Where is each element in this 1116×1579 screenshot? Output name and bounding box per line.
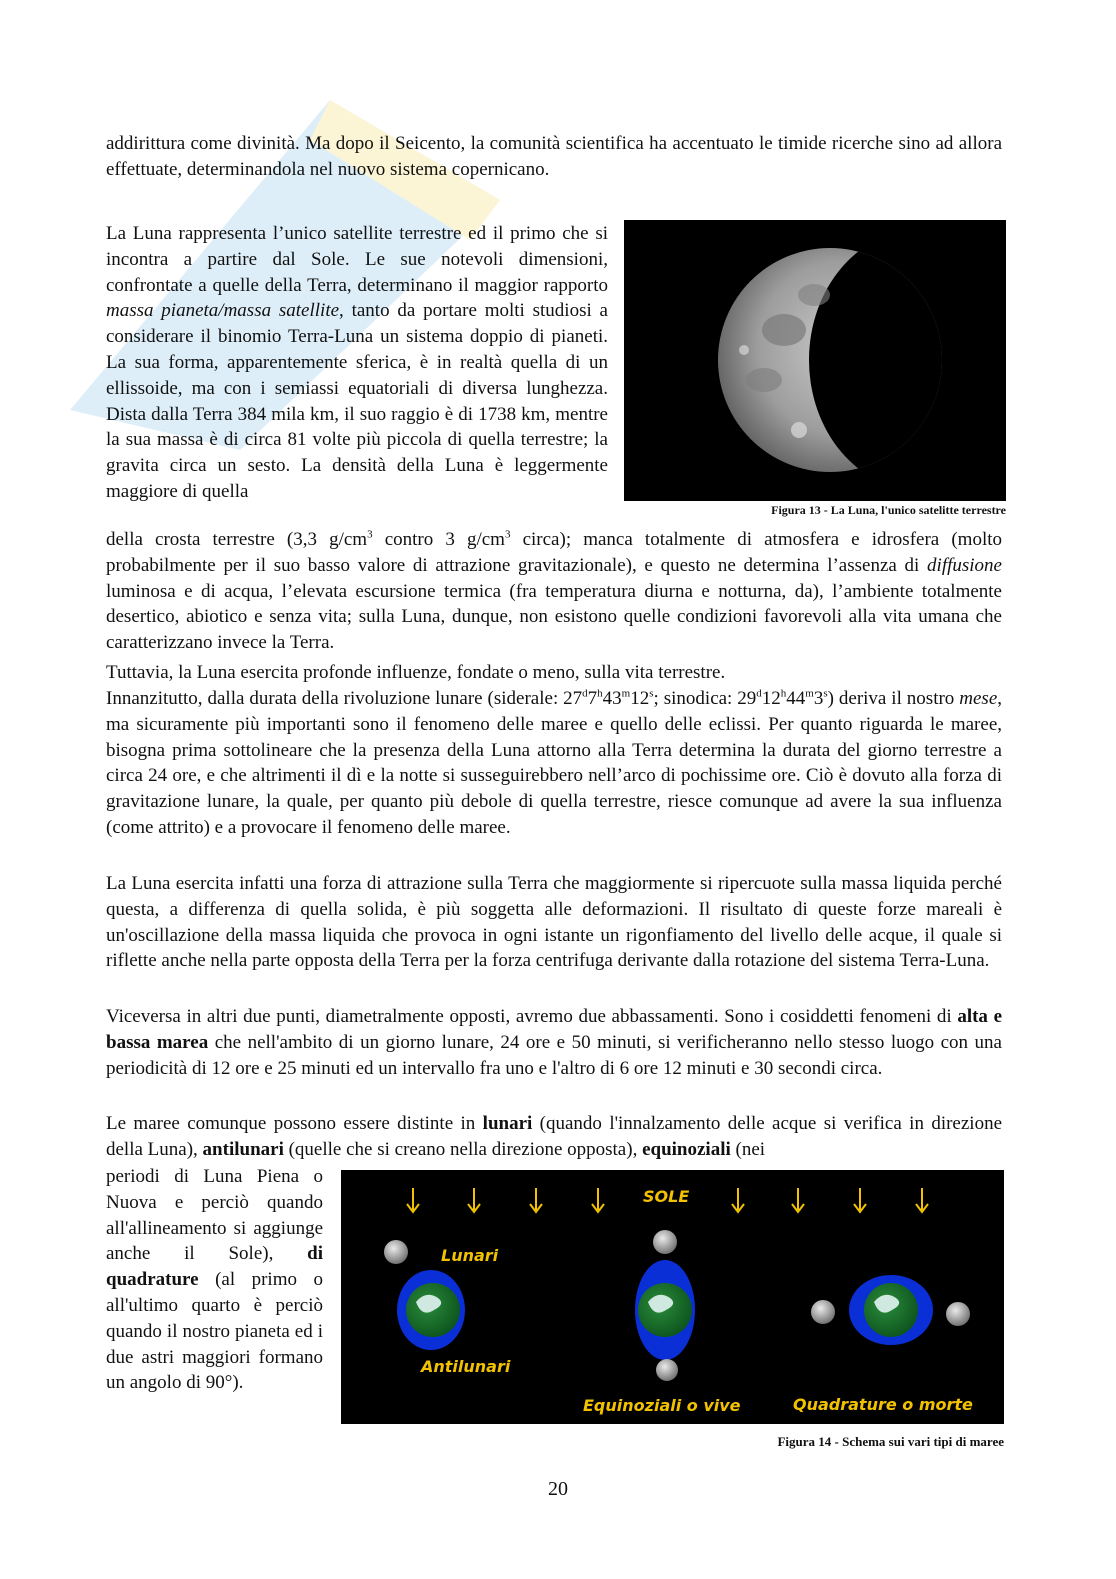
moon-image [624,220,1006,501]
moon-icon [946,1302,970,1326]
antilunari-label: Antilunari [421,1357,511,1376]
moon-icon [384,1240,408,1264]
paragraph-density: della crosta terrestre (3,3 $g/cm^3$ contro 3 $g/cm^3$ circa); manca totalmente di atmosfera e idrosfera (molto probabilmente per il suo basso valore di attrazione gravitazionale), e questo ne determina l’assenza di diffusione luminosa e di acqua, l’elevata escursione termica (fra temperatura diurna e notturna, da), l’ambiente totalmente desertico, abiotico e senza vita; sulla Luna, dunque, non esistono quelle condizioni favorevoli alla vita umana che caratterizzano invece la Terra. [106,528,1003,654]
tides-diagram [341,1170,1004,1424]
moon-icon [811,1300,835,1324]
lunari-label: Lunari [441,1246,499,1265]
paragraph-influences: Tuttavia, la Luna esercita profonde influenze, fondate o meno, sulla vita terrestre. [106,662,726,683]
paragraph-tide-types: Le maree comunque possono essere distinte in lunari (quando l'innalzamento delle acque si verifica in direzione della Luna), antilunari (quelle che si creano nella direzione opposta), equinoziali (nei [106,1113,1003,1160]
paragraph-attraction: La Luna esercita infatti una forza di attrazione sulla Terra che maggiormente si ripercuote sulla massa liquida perché questa, a differenza di quella solida, è più soggetta alle deformazioni. Il risultato di queste forze mareali è un'oscillazione della massa liquida che provoca in ogni istante un rigonfiamento del livello delle acque, il quale si riflette anche nella parte opposta della Terra per la forza centrifuga derivante dalla rotazione del sistema Terra-Luna. [106,873,1002,972]
moon-paragraph: La Luna rappresenta l’unico satellite terrestre ed il primo che si incontra a partire dal Sole. Le sue notevoli dimensioni, confrontate a quelle della Terra, determinano il maggior rapporto massa pianeta/massa satellite, tanto da portare molti studiosi a considerare il binomio Terra-Luna un sistema doppio di pianeti. La sua forma, apparentemente sferica, è in realtà quella di un ellissoide, ma con i semiassi equatoriali di diversa lunghezza. Dista dalla Terra 384 mila km, il suo raggio è di 1738 km, mentre la sua massa è di circa 81 volte più piccola di quella terrestre; la gravita circa un sesto. La densità della Luna è leggermente maggiore di quella [106,223,608,502]
intro-paragraph: addirittura come divinità. Ma dopo il Seicento, la comunità scientifica ha accentuato le timide ricerche sino ad allora effettuate, determinandola nel nuovo sistema copernicano. [106,133,1002,180]
moon-icon [653,1230,677,1254]
quadrature-label: Quadrature o morte [793,1395,973,1414]
paragraph-revolution: Innanzitutto, dalla durata della rivoluzione lunare (siderale: 27$^d$7$^h$43$^m$12$^s$; sinodica: 29$^d$12$^h$44$^m$3$^s$) deriva il nostro mese, ma sicuramente più importanti sono il fenomeno delle maree e quello delle eclissi. Per quanto riguarda le maree, bisogna prima sottolineare che la presenza della Luna attorno alla Terra determina la durata del giorno terrestre a circa 24 ore, e che altrimenti il dì e la notte si susseguirebbero nell’arco di pochissime ore. Ciò è dovuto alla forza di gravitazione lunare, la quale, per quanto più debole di quella terrestre, riesce comunque ad avere la sua influenza (come attrito) e a provocare il fenomeno delle maree. [106,687,1002,838]
paragraph-quadrature-column: periodi di Luna Piena o Nuova e perciò quando all'allineamento si aggiunge anche il Sole), di quadrature (al primo o all'ultimo quarto è perciò quando il nostro pianeta ed i due astri maggiori formano un angolo di 90°). [106,1166,323,1394]
page-number: 20 [548,1478,568,1500]
figure-14-caption: Figura 14 - Schema sui vari tipi di maree [777,1434,1004,1449]
paragraph-high-low-tide: Viceversa in altri due punti, diametralmente opposti, avremo due abbassamenti. Sono i cosiddetti fenomeni di alta e bassa marea che nell'ambito di un giorno lunare, 24 ore e 50 minuti, si verificheranno nello stesso luogo con una periodicità di 12 ore e 25 minuti ed un intervallo fra uno e l'altro di 6 ore 12 minuti e 30 secondi circa. [106,1006,1003,1079]
sole-label: SOLE [643,1187,690,1206]
moon-photo [624,220,1006,501]
figure-13-caption: Figura 13 - La Luna, l'unico satelitte terrestre [771,503,1006,517]
equinoziali-label: Equinoziali o vive [583,1396,741,1415]
moon-icon [656,1359,678,1381]
tides-diagram-svg [341,1170,1004,1424]
